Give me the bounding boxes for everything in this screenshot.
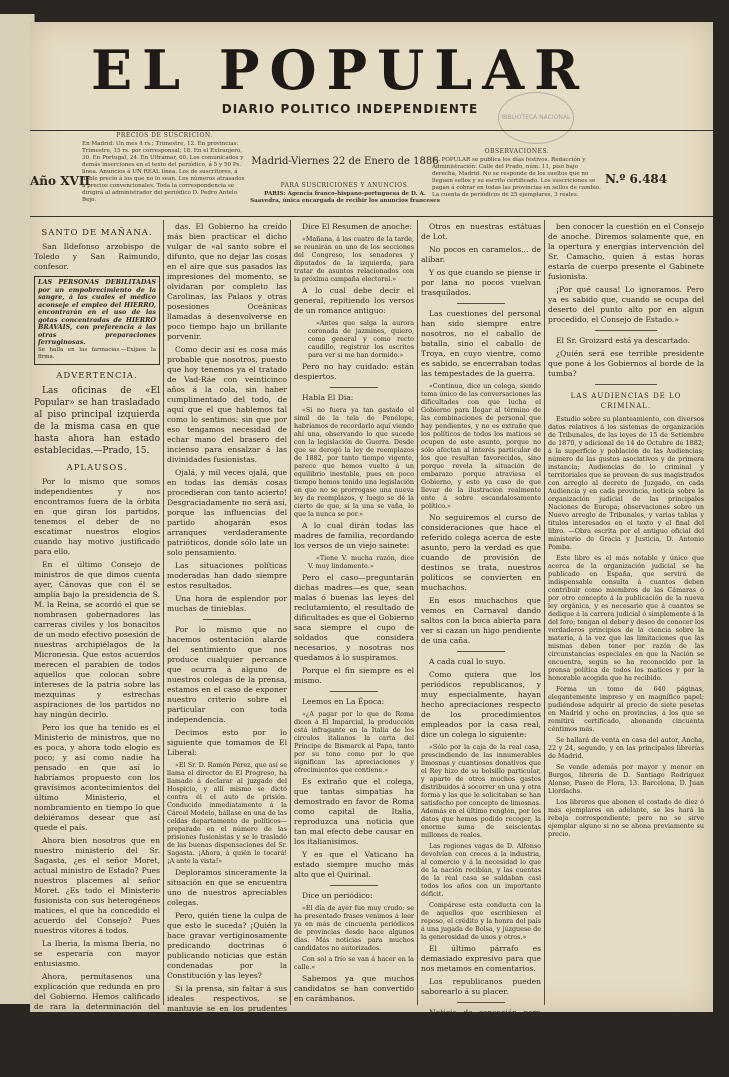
paragraph: «Mañana, á las cuatro de la tarde, se reunirán en uno de los secciones del Congreso, los senadores y diputados de la izquierda, para tratar de asuntos relacionados con la próxima campaña electoral.» — [294, 235, 414, 283]
column-divider — [417, 220, 418, 1005]
paragraph: Porque el fin siempre es el mismo. — [294, 666, 414, 685]
column-divider — [163, 220, 164, 1005]
paragraph: Dice La Época: — [429, 1041, 487, 1050]
issue-number: N.º 6.484 — [605, 172, 668, 186]
paragraph: Pero no hay cuidado: están despiertos. — [294, 362, 414, 381]
paragraph: Pero el caso—preguntarán dichas madres—es que, sean malas ó buenas las leyes del reclutamiento, el resultado de dificultades es que el Gobierno saca siempre el cupo de soldados que considera necesarios, y nosotras nos quedamos á lo suspiramos. — [294, 573, 414, 662]
paragraph: Ojalá, y mil veces ojalá, que en todas las demás cosas procedieran con tanto acierto! Desgraciadamente no será así, porque las influencias del partido ahogarán esos arranques verdaderamente patrióticos, donde sólo late un solo pensamiento. — [167, 468, 287, 557]
masthead-title: EL POPULAR — [90, 38, 589, 102]
paragraph: Por lo mismo que no hacemos ostentación alarde del sentimiento que nos produce cualquier percance que ocurra á alguno de nuestros colegas de la prensa, estamos en el caso de exponer nuestro criterio sobre el particular con toda independencia. — [167, 625, 287, 724]
paragraph: Las situaciones políticas moderadas han dado siempre estos resultados. — [167, 561, 287, 590]
paragraph: En el último Consejo de ministros de que dimos cuenta ayer, Cánovas que con él se amplía bajo la presidencia de S. M. la Reina, se acordó el que se nombrasen gobernadores las carreras civiles y los bonacitos de un modo efectivo posesión de nuestras archipiélagos de la Micronesia. Que estos acuerdos merecen el parabien de todos aquellos que colocan sobre intereses de la patria sobre las mezquinas y estrechas aspiraciones de los partidos no hay ningún decirlo. — [34, 559, 160, 719]
paragraph: Ahora, permítasenos una explicación que redunda en pro del Gobierno. Hemos calificado de rara la determinación del Consejo, por la sencilla razón de no estar acostumbrados á este género de medidas. — [34, 971, 160, 1041]
paragraph: Los republicanos pueden saborearlo á su placer. — [421, 977, 541, 996]
section-heading: SANTO DE MAÑANA. — [41, 228, 153, 238]
paragraph: Decimos esto por lo siguiente que tomamos de El Liberal: — [167, 728, 287, 757]
header-top-rule — [30, 130, 713, 131]
paragraph: Por eso toda la rueda. — [175, 1067, 260, 1076]
paragraph: Si la prensa, sin faltar á sus ideales respectivos, se mantuvie se en los prudentes límites que la más vulgar conveniencia aconseja, no serían los periodistas los que tuvieran que ir á ocupar celdas en la Cárcel-modelo. — [167, 984, 287, 1063]
separator — [330, 885, 378, 886]
subscription-prices — [82, 132, 247, 204]
paragraph: «Contínua, dice un colega, siendo tema único de las conversaciones las dificultades con que lucha el Gobierno para llegar al término de las combinaciones de personal que hay pendientes, y no es extraño que los políticos de todos los matices se ocupen de este asunto, porque no sólo afectan al interés particular de los que resultan favorecidos, sino porque revela la situación de embarazo porque atraviesa el Gobierno, y esto ya caso de que llevar de la ilustracion realmente ente á sobre escandalosamente político.» — [421, 382, 541, 510]
paragraph: A lo cual debe decir el general, repitiendo los versos de un romance antiguo: — [294, 286, 414, 315]
paragraph: Es extraño que el colega, que tantas simpatías ha demostrado en favor de Roma como capital de Italia, reproduzca una noticia que tan mal efecto debe causar en los italianisimos. — [294, 777, 414, 846]
paragraph: Sabemos ya que muchos candidatos se han convertido en carámbanos. — [294, 974, 414, 1003]
paragraph: Ahora bien nosotros que en nuestro ministerio del Sr. Sagasta, ¿es el señor Moret, actual ministro de Estado? Pues nuestros placemes al señor Moret. ¿Es todo el Ministerio fusionista con sus heterogéneos matices, el que ha concedido el acuerdo del Consejo? Pues nuestros vítores á todos. — [34, 835, 160, 935]
paragraph: Y es que el Vaticano ha estado siempre mucho más alto que el Quirinal. — [294, 850, 414, 879]
observations-title: OBSERVACIONES. — [484, 148, 550, 155]
paragraph: Noticia de sensación para quien la quiera tomar con ó sin chocolate. — [421, 1008, 541, 1037]
header-bottom-rule — [30, 216, 713, 217]
paragraph: «Sólo por la caja de la real casa, prescindiendo de las innumerables limosnas y cuantiosos donativos que el Rey hizo de su bolsillo particular, y aparte de otros muchos gastos distribuidos á socorrer en una y otra forma y las que le solicitaban se han satisfecho por concepto de limosnas. Además en el último renglón, por los datos que hemos podido recoger, la enorme suma de seiscientas millones de reales. — [421, 743, 541, 839]
paragraph: San Ildefonso arzobispo de Toledo y San Raimundo, confesor. — [34, 242, 160, 271]
paragraph: das. El Gobierno ha creído más bien practicar el dicho vulgar de «al santo sobre el difunto, que no dejar las cosas en el aire que sus pasados las impresiones del momento, se olvidaran por completo las Carolinas, las Palaos y otras posesiones Oceánicas llamadas á desenvolverse en poco tiempo bajo un brillante porvenir. — [167, 222, 287, 341]
paragraph: No seguiremos el curso de consideraciones que hace el referido colega acerca de este asunto, pero la verdad es que cuando de provisión de destinos se trata, nuestros políticos se convierten en muchachos. — [421, 513, 541, 592]
paragraph: Pero los que ha tenido es el Ministerio de ministros, que no es poca, y ahora todo elogio es poco; y así como nadie ha pensado en que así lo habríamos propuesto con los gravísimos acontecimientos del último Ministerio, el nombramiento en tiempo lo que debiéramos desear que así quede el país. — [34, 722, 160, 832]
year-label: Año XVII — [30, 174, 91, 188]
paragraph: Pero, quién tiene la culpa de que esto le suceda? ¡Quién la hace gravar vertiginosamente predicando doctrinas ó publicando noticias que están condenadas por la Constitución y las leyes? — [167, 911, 287, 980]
separator — [457, 1002, 505, 1003]
paragraph: Forma un tomo de 640 páginas, elegantemente impreso y en magnífico papel; pudiéndose adquirir al precio de siete pesetas en Madrid y ocho en provincias, á los que se remitirá certificado, abonando cincuenta céntimos más. — [548, 685, 704, 733]
paragraph: Se vende además por mayor y menor en Burgos, librería de D. Santiago Rodríguez Alonso, Paseo de Flora, 13. Barcelona, D. Juan Llordachs. — [548, 763, 704, 795]
paragraph: «¿A pagar por lo que de Roma dicen á El Imparcial, la producción está infragante en la Italia de los circulos italianos la carta del Príncipe de Bismarck al Papa, tanto por su tono como por lo que significan las apreciaciones y ofrecimientos que contiene.» — [294, 710, 414, 774]
subscription-prices-title: PRECIOS DE SUSCRICION. — [116, 132, 213, 139]
column-divider — [544, 220, 545, 1005]
paragraph: En esos muchachos que vemos en Carnaval dando saltos con la boca abierta para ver si cazan un higo pendiente de una caña. — [421, 596, 541, 645]
separator — [330, 387, 378, 388]
column-1 — [34, 222, 160, 1041]
paragraph: Este libro es el más notable y único que acerca de la organización judicial se ha publicado en España, que servirá de indispensable consulta á cuantos deben contribuir como miembros de las Cámaras ó por otro concepto á la publicación de la nueva ley orgánica, y es necesario que á cuantos se dedique á la carrera judicial ó simplemente á la del foro; tengan el deber y deseo de conocer los verdaderos principios de la ciencia sobre la materia, á la vez que las limitaciones que las mismas deben tener por razón de las circunstancias especiales en que la Nación se encuentra, según se ha reconocido por la prensa política de todos los matices y por la honorable acogida que ha recibido. — [548, 554, 704, 682]
paragraph: «Se asegura que los tardarieres que de-» — [421, 1054, 541, 1070]
paragraph: El Sr. Groizard está ya descartado. — [556, 336, 690, 345]
paragraph: Las cuestiones del personal han sido siempre entre nosotros, no el caballo de batalla, sino el caballo de Troya, en cuyo vientre, como es sabido, se encerraban todas las tempestades de la guerra. — [421, 309, 541, 378]
paragraph: Una hora de esplendor por muchas de tinieblas. — [167, 594, 287, 613]
paragraph: Los libreros que abonen el costado de diez ó más ejemplares en adelante, se les hará la rebaja correspondiente; pero no se sirve ejemplar alguno si no se abona previamente su precio. — [548, 798, 704, 838]
section-heading: LAS AUDIENCIAS DE LO CRIMINAL. — [570, 392, 682, 410]
separator — [595, 384, 657, 385]
paragraph: Como decir así es cosa más probable que nosotros, puesto que hoy tenemos ya el tratado de Vad-Ráe con veinticinco años á la cola, sin haber cumplimentado del todo, de aquí que el que hablemos tal como lo sentimos: sin que por eso tengamos necesidad de echar mano del brasero del incienso para ensalzar á las divinidades fusionistas. — [167, 345, 287, 464]
paragraph: Deploramos sinceramente la situación en que se encuentra uno de nuestros apreciables colegas. — [167, 868, 287, 907]
subscription-prices-text: En Madrid: Un mes 4 rs.; Trimestre, 12. En provincias: Trimestre, 15 rs. por corresponsal; 18. En el Extranjero, 30. En Portugal, 24. En Ultramar, 60. Los comunicados y demás inserciones en el texto del periódico, á 5 y 50 Ps. línea. Anuncios á UN REAL línea. Los de suscritores, á doble precio á los que no lo sean. Los números atrasados á precios convencionales. Toda la correspondencia se dirigirá al administrador del periódico D. Pedro Antelo Bejo. — [82, 141, 245, 203]
paragraph: «El día de ayer fue muy crudo: se ha presentado frases venimos á leer ya en más de cincuenta periódicos de provincias desde hace algunos días. Más noticias para muchos candidatos no autorizados. — [294, 904, 414, 952]
advertisement-note: Se halla en las farmacias.—Exíjase la firma. — [38, 346, 156, 360]
paragraph: Con sol a frío se van á hacer en la calle.» — [294, 955, 414, 971]
column-3 — [294, 222, 414, 1002]
paragraph: «Antes que salga la aurora coronada de jazmines, quiero, como general y como recto caudillo, registrar los escritos para ver si me han dormido.» — [308, 319, 414, 359]
paragraph: Dice El Resumen de anoche: — [302, 222, 413, 231]
paragraph: «El Sr. D. Ramón Pérez, que así se llama el director de El Progreso, ha llamado á declarar al juzgado del Hospicio, y allí mismo se dictó contra él el auto de prisión. Conducido inmediatamente á la Cárcel Modelo, hállase en una de las celdas departamento de políticos—preparado en el número de las prisiones fusionistas y se le trasladó de las buenas dispensaciones del Sr. Sagasta. ¡Ahora, á quién le tocará! ¡A ante la vista!» — [167, 761, 287, 865]
separator — [330, 691, 378, 692]
paragraph: Como quiera que los periódicos republicanos, y muy especialmente, hayan hecho apreciaciones respecto de los procedimientos empleados por la casa real, dice un colega lo siguiente: — [421, 670, 541, 739]
separator — [595, 330, 657, 331]
ads-info — [250, 182, 440, 205]
column-5 — [548, 222, 704, 1002]
paragraph: Leemos en La Época: — [302, 697, 385, 706]
paragraph: Se hallará de venta en casa del autor, Ancha, 22 y 24, segundo, y en las principales librerías de Madrid. — [548, 736, 704, 760]
paragraph: Y os que cuando se piense ir por lana no pocos vuelvan trasquilados. — [421, 268, 541, 297]
section-heading: ADVERTENCIA. — [56, 370, 138, 381]
paragraph: La Iberia, la misma Iberia, no se esperaría con mayor entusiasmo. — [34, 938, 160, 968]
paragraph: Por lo mismo que somos independientes y nos encontramos fuera de la órbita en que giran los partidos, tenemos el deber de no escatimar nuestros elogios cuando hay motivo justificado para ello. — [34, 476, 160, 556]
paragraph: Habla El Dia: — [302, 393, 354, 402]
paragraph: Las regiones vagas de D. Alfonso devolvían con creces á la industria, al comercio y á la necesidad lo que de la nación recibían, y las cuentas de la real casa se saldaban casi todos los años con un importante déficit. — [421, 842, 541, 898]
library-stamp: BIBLIOTECA NACIONAL — [498, 92, 574, 144]
paragraph: Estudio sobre su planteamiento, con diversos datos relativos á los sistemas de organización de Tribunales, de las leyes de 15 de Setiembre de 1870, y adicional de 14 de Octubre de 1882; á la superficie y población de las Audiencias; número de las gustos asociativos y de primera instancia; Audiencias de lo criminal y territoriales que se proveen de sus magistrados con arreglo al decreto de Juzgado, en cada Audiencia y en cada provincia, noticia sobre la organización judicial de las principales Naciones de Europa; observaciones sobre un Nuevo arreglo de Tribunales, y varias tablas y títulos interesados en el texto y el final del libro. —Obra escrita por el antiguo oficial del ministerio de Gracia y Justicia, D. Antonio Pomba. — [548, 415, 704, 551]
paragraph: «Tiene V. mucha razón, dice V. muy lindamente.» — [308, 554, 414, 570]
column-2 — [167, 222, 287, 1076]
ads-info-title: PARA SUSCRICIONES Y ANUNCIOS. — [280, 182, 410, 189]
paragraph: Las oficinas de «El Popular» se han trasladado al piso principal izquierda de la misma casa en que hasta ahora han estado establecidas.—Prado, 15. — [34, 385, 160, 456]
newspaper-page — [30, 22, 713, 1076]
masthead-subtitle: DIARIO POLITICO INDEPENDIENTE — [221, 102, 479, 116]
header-info-row — [30, 132, 713, 216]
column-4 — [421, 222, 541, 1070]
separator — [203, 619, 251, 620]
paragraph: «Si no fuera ya tan gastado el símil de la tela de Penélope, habríamos de recordarlo aquí viendo ahí una, observando lo que sucede con la legislación de Guerra. Desde que se derogó la ley de reemplazos de 1882, por tanto tiempo vigente, parece que hemos vuelto á un equilibrio inestable, pues en poco tiempo hemos tenido una legislación en que no se prorrogase una nueva ley de reemplazos, y luego se dé la cierto de que, si la una se vaña, lo que la nunca se por.» — [294, 406, 414, 518]
paragraph: ¡Por qué causa! Lo ignoramos. Pero ya es sabido que, cuando se ocupa del deserto del punto alto por en algun procedido, el Consejo de Estado.» — [548, 285, 704, 324]
advertisement-text: LAS PERSONAS DEBILITADAS por un empobrecimiento de la sangre, á las cuales el médico aconseje el empleo del HIERRO, encontrarán en el uso de las gotas concentradas de HIERRO BRAVAIS, con preferencia á las otras preparaciones ferruginosas. — [38, 278, 156, 346]
separator — [457, 651, 505, 652]
separator — [457, 303, 505, 304]
paragraph: No pocos en caramelos... de alíbar. — [421, 245, 541, 264]
section-heading: APLAUSOS. — [66, 462, 128, 473]
column-divider — [290, 220, 291, 1005]
paragraph: A lo cual dirán todas las madres de familia, recordando los versos de un viejo sainete: — [294, 521, 414, 550]
ads-info-text: PARIS: Agencia franco-hispano-portuguesa de D. A. Saavedra, única encargada de recibir los anuncios franceses — [250, 191, 440, 204]
dateline: Madrid-Viernes 22 de Enero de 1886 — [251, 156, 439, 167]
paragraph: Otros en nuestras estátuas de Lot. — [421, 222, 541, 241]
paragraph: Dice un periódico: — [302, 891, 373, 900]
observations-text: EL POPULAR se publica los días festivos. Redacción y Administración: Calle del Prado, núm. 11, piso bajo derecha, Madrid. No se responde de los sueltos que no lleguen sellos y su escrito certificado. Los suscriciones se pagan á cobrar en todas las provincias en sellos de cambio. La cuenta de periódicos de 25 ejemplares, 3 reales. — [432, 157, 601, 198]
advertisement-box — [34, 276, 160, 365]
paragraph: El último párrafo es demasiado expresivo para que nos metamos en comentarios. — [421, 944, 541, 973]
paragraph: A cada cual lo suyo. — [429, 657, 506, 666]
paragraph: ¿Quién será ese terrible presidente que pone á los Gobiernos al borde de la tumba? — [548, 349, 704, 378]
observations — [432, 148, 602, 199]
paragraph: ben conocer la cuestión en el Consejo de anoche. Diremos solamente que, en la opertura y energías intervención del Sr. Camacho, quien á estas horas estaría de cuerpo presente el Gabinete fusionista. — [548, 222, 704, 281]
paragraph: Compárese esta conducta con la de aquellos que escribiesen el reposo, el crédito y la honra del país á una jugada de Bolsa, y júzguese de la generosidad de unos y otros.» — [421, 901, 541, 941]
